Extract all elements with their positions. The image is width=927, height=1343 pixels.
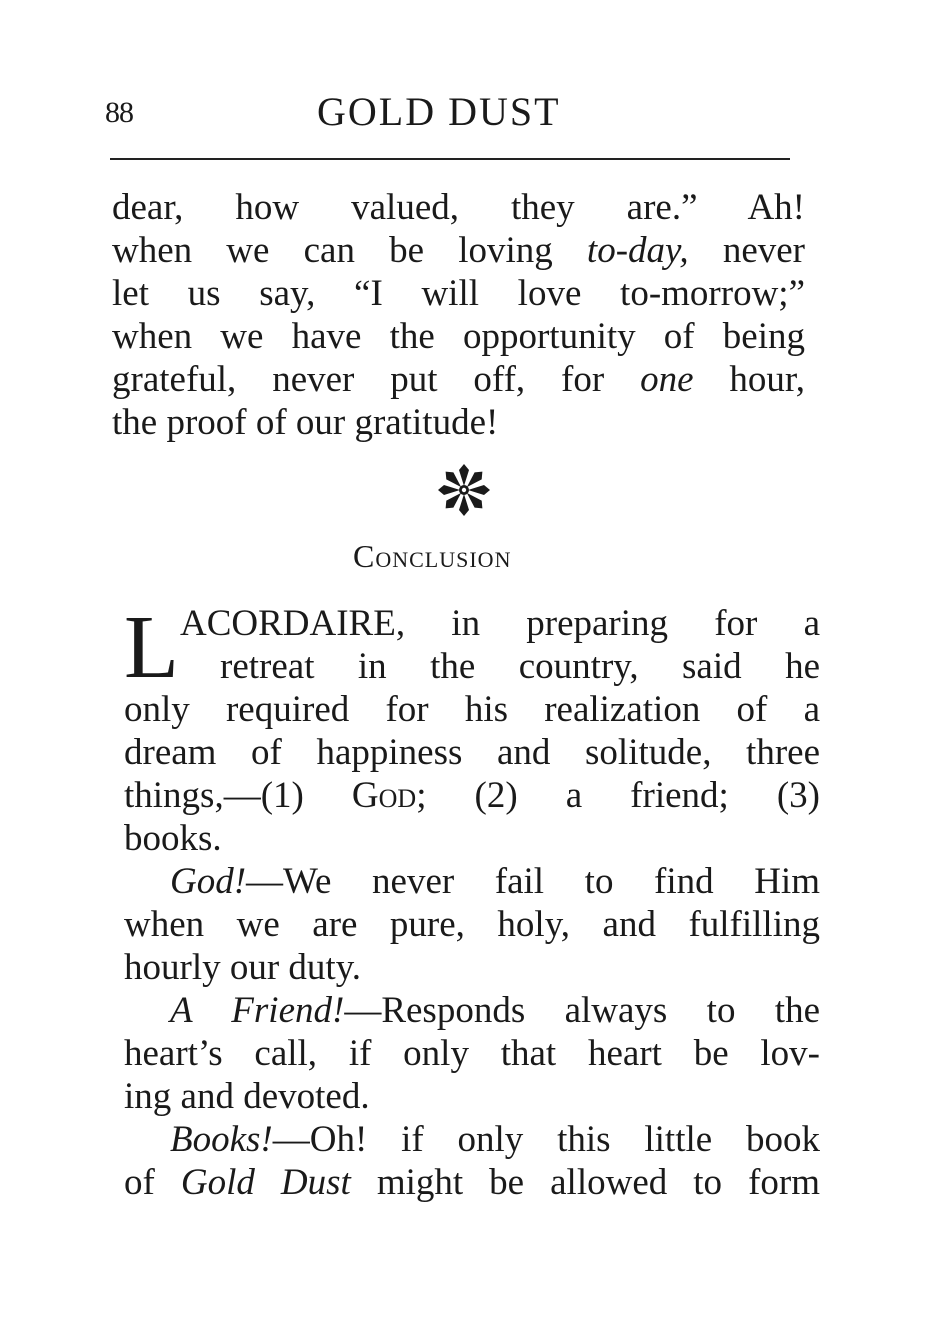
text-line: dear, how valued, they are.” Ah! xyxy=(112,187,805,228)
text-line: hourly our duty. xyxy=(124,947,362,988)
text-line: Books!—Oh! if only this little book xyxy=(170,1119,820,1160)
text-line: retreat in the country, said he xyxy=(220,646,820,687)
text-line: when we are pure, holy, and fulfilling xyxy=(124,904,820,945)
paragraph-lead: Books! xyxy=(170,1119,273,1160)
drop-cap: L xyxy=(124,598,179,697)
paragraph-lead: God! xyxy=(170,861,247,902)
text-line: dream of happiness and solitude, three xyxy=(124,732,820,773)
running-title: GOLD DUST xyxy=(317,89,561,134)
emphasis-text: to-day, xyxy=(586,230,689,271)
book-title-text: Gold Dust xyxy=(180,1162,351,1203)
small-caps-text: God xyxy=(351,775,417,816)
text-line: books. xyxy=(124,818,222,859)
section-heading: Conclusion xyxy=(353,538,512,574)
page-header xyxy=(105,88,795,138)
text-line: L ACORDAIRE, in preparing for a xyxy=(124,598,820,697)
text-line: let us say, “I will love to-morrow;” xyxy=(112,273,805,314)
paragraph-lead: A Friend! xyxy=(170,990,345,1031)
text-line: God!—We never fail to find Him xyxy=(170,861,820,902)
text-line: A Friend!—Responds always to the xyxy=(170,990,820,1031)
text-line: when we can be loving to-day, never xyxy=(112,230,805,271)
text-line: things,—(1) God; (2) a friend; (3) xyxy=(124,775,820,816)
text-line: the proof of our gratitude! xyxy=(112,402,499,443)
conclusion-text xyxy=(124,598,821,1204)
text-line: when we have the opportunity of being xyxy=(112,316,805,357)
text-line: of Gold Dust might be allowed to form xyxy=(124,1162,821,1203)
emphasis-text: one xyxy=(640,359,694,400)
text-line: heart’s call, if only that heart be lov- xyxy=(124,1033,820,1074)
text-line: grateful, never put off, for one hour, xyxy=(112,359,805,400)
text-line: only required for his realization of a xyxy=(124,689,820,730)
header-rule xyxy=(110,158,790,160)
page-number: 88 xyxy=(105,96,133,129)
asterism-ornament-icon xyxy=(436,462,492,518)
paragraph-continued xyxy=(112,186,805,444)
text-line: ing and devoted. xyxy=(124,1076,370,1117)
